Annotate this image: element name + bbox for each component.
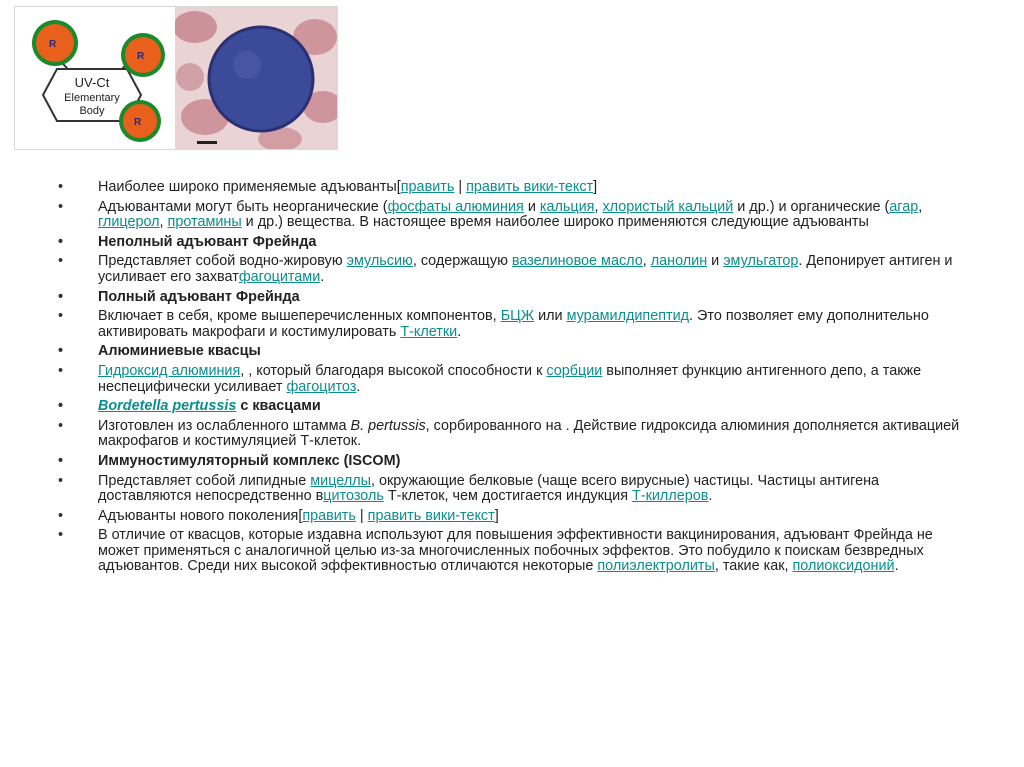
wiki-link[interactable]: Т-киллеров — [632, 488, 709, 505]
list-item-text: ] — [494, 507, 499, 524]
wiki-link[interactable]: править — [400, 179, 455, 195]
list-item-text: . — [320, 268, 325, 285]
wiki-link[interactable]: кальция — [539, 198, 595, 215]
list-item-text: B. pertussis — [350, 417, 426, 434]
list-item-text: или — [534, 308, 567, 325]
list-item-text: . — [708, 488, 713, 505]
list-item — [56, 474, 961, 505]
wiki-link[interactable]: БЦЖ — [500, 308, 535, 325]
list-item — [56, 180, 961, 196]
list-item-text: и — [523, 198, 540, 215]
wiki-link[interactable]: эмульсию — [346, 253, 413, 270]
slide-figure — [14, 6, 338, 150]
list-item-text: . — [457, 323, 462, 340]
list-item-text: , — [918, 198, 923, 215]
list-item-text: Неполный адъювант Фрейнда — [98, 233, 317, 250]
particle-marker: R — [137, 51, 145, 62]
list-item-text: , — [159, 214, 168, 231]
wiki-link[interactable]: фагоцитоз — [286, 378, 357, 395]
list-item — [56, 254, 961, 285]
list-item-text: Иммуностимуляторный комплекс (ISCOM) — [98, 452, 401, 469]
elementary-body-illustration — [15, 7, 175, 149]
particle-top-right — [121, 33, 165, 77]
list-item-text: В отличие от квасцов, которые издавна используют для повышения эффективности вакцинирования, адъювант Фрейнда не может применяться с аналогичной целью из-за многочисленных побочных эффектов. Это побудило к поискам безвредных адъювантов. Среди них высокой эффективностью отличаются некоторые — [98, 527, 933, 575]
list-item-text: Полный адъювант Фрейнда — [98, 288, 300, 305]
cell-micrograph — [175, 7, 337, 149]
elementary-body-diagram — [15, 7, 175, 149]
list-heading-item — [56, 235, 961, 251]
wiki-link[interactable]: фосфаты алюминия — [387, 198, 524, 215]
wiki-link[interactable]: править — [302, 507, 356, 524]
wiki-link[interactable]: ланолин — [650, 253, 708, 270]
list-item-text: Адъюванты нового поколения[ — [98, 507, 303, 524]
diagram-label-line-1: UV-Ct — [74, 75, 110, 90]
wiki-link[interactable]: агар — [889, 198, 919, 215]
wiki-link[interactable]: править вики-текст — [466, 179, 594, 195]
wiki-link[interactable]: хлористый кальций — [602, 198, 734, 215]
wiki-link[interactable]: полиоксидоний — [792, 558, 895, 575]
list-item-text: и др.) и органические ( — [733, 198, 890, 215]
list-item-text: , — [594, 198, 603, 215]
list-item — [56, 200, 961, 231]
list-item — [56, 528, 961, 575]
wiki-link[interactable]: мурамилдипептид — [566, 308, 690, 325]
list-heading-item — [56, 454, 961, 470]
list-item-text: Т-клеток, чем достигается индукция — [383, 488, 632, 505]
list-item-text: ] — [593, 179, 598, 195]
list-item-text: и — [707, 253, 724, 270]
list-item-text: . — [894, 558, 899, 575]
list-item-text: | — [454, 179, 467, 195]
list-item-text: Алюминиевые квасцы — [98, 343, 261, 360]
list-item — [56, 509, 961, 525]
list-item-text: , — [642, 253, 651, 270]
list-item-text: Наиболее широко применяемые адъюванты[ — [98, 179, 401, 195]
wiki-link[interactable]: сорбции — [546, 362, 603, 379]
particle-top-left — [32, 20, 78, 66]
list-item-text: . — [356, 378, 361, 395]
particle-marker: R — [49, 39, 57, 50]
list-item-text: , , который благодаря высокой способности к — [240, 362, 547, 379]
list-item-text: | — [355, 507, 368, 524]
list-item — [56, 419, 961, 450]
wiki-link[interactable]: полиэлектролиты — [597, 558, 715, 575]
list-heading-item — [56, 399, 961, 415]
wiki-link[interactable]: фагоцитами — [238, 268, 321, 285]
particle-bottom-right — [119, 100, 161, 142]
diagram-label-line-3: Body — [79, 105, 105, 117]
wiki-link[interactable]: глицерол — [98, 214, 160, 231]
list-item — [56, 364, 961, 395]
list-item-text: выполняет функцию антигенного депо, а также неспецифически усиливает — [98, 362, 922, 395]
list-item-text: Адъювантами могут быть неорганические ( — [98, 198, 388, 215]
list-item-text: и др.) вещества. В настоящее время наиболее широко применяются следующие адъюванты — [241, 214, 869, 231]
list-item-text: . Это позволяет ему дополнительно активировать макрофаги и костимулировать — [98, 308, 929, 340]
list-item-text: Изготовлен из ослабленного штамма — [98, 417, 351, 434]
diagram-label-line-2: Elementary — [64, 92, 120, 104]
list-item-text: , окружающие белковые (чаще всего вирусные) частицы. Частицы антигена доставляются непосредственно в — [98, 472, 880, 505]
list-item-text: с квасцами — [236, 398, 321, 415]
list-item-text: , такие как, — [714, 558, 793, 575]
wiki-link[interactable]: протамины — [167, 214, 242, 231]
list-item — [56, 309, 961, 340]
particle-marker: R — [134, 117, 142, 128]
wiki-link[interactable]: Гидроксид алюминия — [98, 362, 241, 379]
list-heading-item — [56, 290, 961, 306]
list-item-text: , сорбированного на . Действие гидроксида алюминия дополняется активацией макрофагов и костимуляцией Т-клеток. — [98, 417, 960, 450]
wiki-link[interactable]: править вики-текст — [367, 507, 495, 524]
list-item-text: Включает в себя, кроме вышеперечисленных компонентов, — [98, 308, 501, 325]
content-bullet-list — [56, 180, 961, 579]
wiki-link[interactable]: Bordetella pertussis — [98, 398, 237, 415]
wiki-link[interactable]: цитозоль — [323, 488, 384, 505]
wiki-link[interactable]: эмульгатор — [723, 253, 799, 270]
list-item-text: , содержащую — [412, 253, 512, 270]
list-item-text: Представляет собой липидные — [98, 472, 311, 489]
wiki-link[interactable]: мицеллы — [310, 472, 371, 489]
list-item-text: Представляет собой водно-жировую — [98, 253, 347, 270]
list-heading-item — [56, 344, 961, 360]
wiki-link[interactable]: вазелиновое масло — [511, 253, 643, 270]
list-item-text: . Депонирует антиген и усиливает его захват — [98, 253, 953, 285]
micrograph-image — [175, 7, 337, 149]
wiki-link[interactable]: Т-клетки — [400, 323, 458, 340]
